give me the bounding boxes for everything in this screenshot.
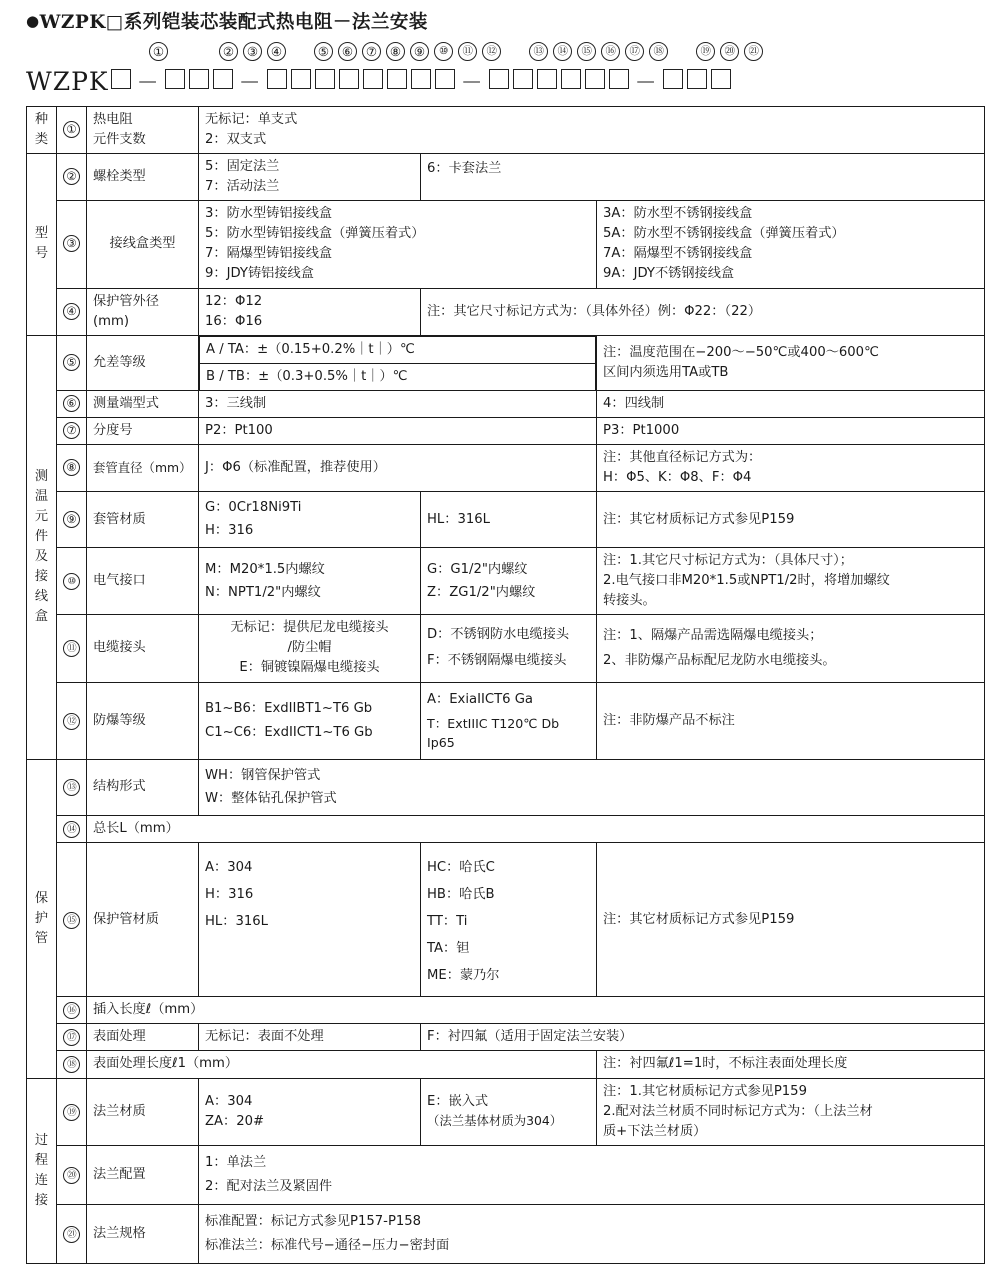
row-value-15-line3: HL：316L bbox=[205, 914, 268, 930]
code-group-2 bbox=[165, 69, 237, 93]
row-num-9-text: ⑨ bbox=[63, 511, 80, 528]
row-note-11-line1: 注：1、隔爆产品需选隔爆电缆接头； bbox=[603, 627, 823, 643]
row-num-18-text: ⑱ bbox=[63, 1056, 80, 1073]
row-value-21-line1: 标准配置：标记方式参见P157-P158 bbox=[205, 1213, 422, 1229]
row-value-19-line2: ZA：20# bbox=[205, 1113, 265, 1129]
row-value-19-right-line1: E：嵌入式 bbox=[427, 1094, 489, 1110]
row-value-3-line4: 9：JDY铸铝接线盒 bbox=[205, 266, 314, 282]
row-value-11-col1 bbox=[199, 615, 421, 682]
code-index-16: ⑯ bbox=[601, 42, 620, 61]
code-box-12 bbox=[435, 69, 455, 89]
row-value-12-right-line2: T：ExtIIIC T120℃ Db Ip65 bbox=[427, 715, 560, 750]
table-row-8 bbox=[27, 444, 985, 491]
bullet-icon: ● bbox=[26, 12, 40, 30]
row-note-15: 注：其它材质标记方式参见P159 bbox=[597, 843, 985, 997]
row-value-13-line1: WH：钢管保护管式 bbox=[205, 767, 321, 783]
row-value-3-col2 bbox=[597, 201, 985, 288]
row-value-9-line2: H：316 bbox=[205, 523, 254, 539]
row-value-8: J：Φ6（标准配置，推荐使用） bbox=[199, 444, 597, 491]
code-box-7 bbox=[315, 69, 335, 89]
group-label-sensor-box bbox=[27, 335, 57, 759]
row-value-3-line1: 3：防水型铸铝接线盒 bbox=[205, 206, 333, 222]
table-row-5 bbox=[27, 335, 985, 390]
row-num-11 bbox=[57, 615, 87, 682]
row-value-10-line2: N：NPT1/2"内螺纹 bbox=[205, 584, 321, 600]
code-index-20: ⑳ bbox=[720, 42, 739, 61]
row-name-18: 表面处理长度ℓ1（mm） bbox=[87, 1051, 597, 1078]
row-num-13 bbox=[57, 759, 87, 815]
row-num-16 bbox=[57, 997, 87, 1024]
row-name-4-line1: 保护管外径 bbox=[93, 293, 159, 309]
code-box-2 bbox=[165, 69, 185, 89]
row-num-4 bbox=[57, 288, 87, 335]
row-num-4-text: ④ bbox=[63, 303, 80, 320]
row-note-10 bbox=[597, 548, 985, 615]
row-num-11-text: ⑪ bbox=[63, 640, 80, 657]
row-value-3-right-line4: 9A：JDY不锈钢接线盒 bbox=[603, 266, 735, 282]
table-row-16 bbox=[27, 997, 985, 1024]
row-value-2-line2: 7：活动法兰 bbox=[205, 179, 280, 195]
code-box-11 bbox=[411, 69, 431, 89]
row-value-3-right-line3: 7A：隔爆型不锈钢接线盒 bbox=[603, 246, 753, 262]
row-value-11-col2 bbox=[421, 615, 597, 682]
row-num-18 bbox=[57, 1051, 87, 1078]
row-value-7-col2: P3：Pt1000 bbox=[597, 417, 985, 444]
table-row-12 bbox=[27, 682, 985, 759]
row-num-16-text: ⑯ bbox=[63, 1002, 80, 1019]
row-note-5-line2: 区间内须选用TA或TB bbox=[603, 364, 729, 380]
row-num-20-text: ⑳ bbox=[63, 1167, 80, 1184]
row-value-19-line1: A：304 bbox=[205, 1093, 253, 1109]
row-name-13: 结构形式 bbox=[87, 759, 199, 815]
row-value-12-col2 bbox=[421, 682, 597, 759]
row-note-5-line1: 注：温度范围在−200～−50℃或400～600℃ bbox=[603, 344, 879, 360]
row-value-15-col1 bbox=[199, 843, 421, 997]
code-index-12: ⑫ bbox=[482, 42, 501, 61]
table-row-13 bbox=[27, 759, 985, 815]
code-dash-4: － bbox=[634, 70, 657, 96]
code-box-17 bbox=[585, 69, 605, 89]
group-label-protect-tube bbox=[27, 759, 57, 1078]
row-value-15-right-line2: HB：哈氏B bbox=[427, 887, 495, 903]
row-note-8-line1: 注：其他直径标记方式为： bbox=[603, 449, 762, 465]
row-value-15-right-line3: TT：Ti bbox=[427, 914, 468, 930]
row-name-15: 保护管材质 bbox=[87, 843, 199, 997]
row-note-10-line3: 转接头。 bbox=[603, 593, 656, 609]
row-value-3-line2: 5：防水型铸铝接线盒（弹簧压着式） bbox=[205, 226, 425, 242]
group-label-process-conn-text: 过程连接 bbox=[34, 1132, 49, 1208]
row-note-8-line2: H：Φ5、K：Φ8、F：Φ4 bbox=[603, 469, 752, 485]
row-value-15-right-line1: HC：哈氏C bbox=[427, 860, 495, 876]
table-row-15 bbox=[27, 843, 985, 997]
row-name-14: 总长L（mm） bbox=[87, 815, 985, 842]
row-name-20: 法兰配置 bbox=[87, 1145, 199, 1204]
row-num-14 bbox=[57, 815, 87, 842]
row-value-11-line2: /防尘帽 bbox=[287, 640, 332, 656]
row-num-12 bbox=[57, 682, 87, 759]
row-value-1 bbox=[199, 107, 985, 154]
row-value-9-col1 bbox=[199, 492, 421, 548]
row-value-10-right-line2: Z：ZG1/2"内螺纹 bbox=[427, 584, 536, 600]
code-prefix: WZPK bbox=[26, 66, 109, 96]
row-num-20 bbox=[57, 1145, 87, 1204]
row-note-8 bbox=[597, 444, 985, 491]
row-name-3: 接线盒类型 bbox=[87, 201, 199, 288]
row-name-19: 法兰材质 bbox=[87, 1078, 199, 1145]
row-value-5-sub bbox=[199, 336, 596, 390]
row-value-12-line2: C1~C6：ExdIICT1~T6 Gb bbox=[205, 724, 373, 740]
row-value-21 bbox=[199, 1204, 985, 1263]
row-value-12-right-line1: A：ExiaIICT6 Ga bbox=[427, 691, 534, 707]
row-num-17 bbox=[57, 1024, 87, 1051]
row-name-4-line2: (mm) bbox=[93, 313, 129, 329]
specification-table bbox=[26, 106, 985, 1264]
row-num-19-text: ⑲ bbox=[63, 1104, 80, 1121]
row-note-12: 注：非防爆产品不标注 bbox=[597, 682, 985, 759]
row-num-17-text: ⑰ bbox=[63, 1029, 80, 1046]
row-value-19-col1 bbox=[199, 1078, 421, 1145]
row-name-1 bbox=[87, 107, 199, 154]
row-num-21-text: ㉑ bbox=[63, 1226, 80, 1243]
code-box-18 bbox=[609, 69, 629, 89]
code-box-1 bbox=[111, 69, 131, 89]
row-value-21-line2: 标准法兰：标准代号−通径−压力−密封面 bbox=[205, 1237, 450, 1253]
row-num-1 bbox=[57, 107, 87, 154]
table-row-10 bbox=[27, 548, 985, 615]
row-num-2-text: ② bbox=[63, 168, 80, 185]
row-name-2: 螺栓类型 bbox=[87, 154, 199, 201]
row-value-17-col2: F：衬四氟（适用于固定法兰安装） bbox=[421, 1024, 985, 1051]
code-box-3 bbox=[189, 69, 209, 89]
row-num-21 bbox=[57, 1204, 87, 1263]
row-value-11-right-line1: D：不锈钢防水电缆接头 bbox=[427, 627, 570, 643]
row-num-10 bbox=[57, 548, 87, 615]
row-note-19 bbox=[597, 1078, 985, 1145]
code-index-13: ⑬ bbox=[529, 42, 548, 61]
row-note-9: 注：其它材质标记方式参见P159 bbox=[597, 492, 985, 548]
table-row-4 bbox=[27, 288, 985, 335]
row-num-3-text: ③ bbox=[63, 235, 80, 252]
code-index-21: ㉑ bbox=[744, 42, 763, 61]
group-label-kind bbox=[27, 107, 57, 154]
row-value-7-col1: P2：Pt100 bbox=[199, 417, 597, 444]
row-name-10: 电气接口 bbox=[87, 548, 199, 615]
row-value-17-col1: 无标记：表面不处理 bbox=[199, 1024, 421, 1051]
row-num-3 bbox=[57, 201, 87, 288]
table-row-19 bbox=[27, 1078, 985, 1145]
row-num-2 bbox=[57, 154, 87, 201]
row-note-10-line1: 注：1.其它尺寸标记方式为：（具体尺寸）； bbox=[603, 553, 853, 569]
row-value-4-line1: 12：Φ12 bbox=[205, 293, 263, 309]
row-name-9: 套管材质 bbox=[87, 492, 199, 548]
code-index-18: ⑱ bbox=[649, 42, 668, 61]
page-title-text: WZPK□系列铠装芯装配式热电阻－法兰安装 bbox=[39, 12, 428, 33]
group-label-protect-tube-text: 保护管 bbox=[34, 890, 49, 946]
row-num-14-text: ⑭ bbox=[63, 821, 80, 838]
table-row-20 bbox=[27, 1145, 985, 1204]
row-value-5-line2: B / TB：±（0.3+0.5%｜t｜）℃ bbox=[200, 363, 596, 390]
code-box-20 bbox=[687, 69, 707, 89]
row-value-19-col2 bbox=[421, 1078, 597, 1145]
row-num-7-text: ⑦ bbox=[63, 422, 80, 439]
row-num-1-text: ① bbox=[63, 121, 80, 138]
group-label-process-conn bbox=[27, 1078, 57, 1263]
code-box-14 bbox=[513, 69, 533, 89]
table-row-7 bbox=[27, 417, 985, 444]
row-num-15 bbox=[57, 843, 87, 997]
row-value-10-col2 bbox=[421, 548, 597, 615]
table-row-11 bbox=[27, 615, 985, 682]
row-name-21: 法兰规格 bbox=[87, 1204, 199, 1263]
code-group-5 bbox=[663, 69, 735, 93]
row-value-5 bbox=[199, 335, 597, 390]
row-value-15-col2 bbox=[421, 843, 597, 997]
code-index-17: ⑰ bbox=[625, 42, 644, 61]
code-dash-2: － bbox=[238, 70, 261, 96]
row-name-1-line2: 元件支数 bbox=[93, 132, 146, 148]
table-row-3 bbox=[27, 201, 985, 288]
code-index-8: ⑧ bbox=[386, 42, 405, 61]
row-note-11 bbox=[597, 615, 985, 682]
code-group-1 bbox=[111, 69, 135, 93]
code-index-10: ⑩ bbox=[434, 42, 453, 61]
row-value-10-line1: M：M20*1.5内螺纹 bbox=[205, 561, 325, 577]
row-num-10-text: ⑩ bbox=[63, 573, 80, 590]
row-num-5 bbox=[57, 335, 87, 390]
row-value-3-col1 bbox=[199, 201, 597, 288]
row-value-1-line1: 无标记：单支式 bbox=[205, 112, 298, 127]
code-box-16 bbox=[561, 69, 581, 89]
row-value-11-right-line2: F：不锈钢隔爆电缆接头 bbox=[427, 653, 567, 669]
code-index-3: ③ bbox=[243, 42, 262, 61]
row-note-19-line2: 2.配对法兰材质不同时标记方式为：（上法兰材 bbox=[603, 1103, 873, 1119]
group-label-sensor-box-text: 测温元件及接线盒 bbox=[34, 468, 49, 625]
row-value-2-col1 bbox=[199, 154, 421, 201]
row-value-4-line2: 16：Φ16 bbox=[205, 313, 263, 329]
table-row-17 bbox=[27, 1024, 985, 1051]
row-num-6-text: ⑥ bbox=[63, 395, 80, 412]
row-num-19 bbox=[57, 1078, 87, 1145]
code-box-13 bbox=[489, 69, 509, 89]
table-row-21 bbox=[27, 1204, 985, 1263]
code-index-9: ⑨ bbox=[410, 42, 429, 61]
row-value-10-col1 bbox=[199, 548, 421, 615]
row-num-15-text: ⑮ bbox=[63, 912, 80, 929]
row-note-5 bbox=[597, 335, 985, 390]
row-value-2-col2: 6：卡套法兰 bbox=[421, 154, 985, 201]
row-value-13 bbox=[199, 759, 985, 815]
code-box-9 bbox=[363, 69, 383, 89]
row-value-1-line2: 2：双支式 bbox=[205, 132, 267, 148]
row-value-20-line1: 1：单法兰 bbox=[205, 1154, 267, 1170]
row-name-17: 表面处理 bbox=[87, 1024, 199, 1051]
table-row-9 bbox=[27, 492, 985, 548]
row-value-2-line1: 5：固定法兰 bbox=[205, 159, 280, 175]
table-row-18 bbox=[27, 1051, 985, 1078]
code-box-5 bbox=[267, 69, 287, 89]
group-label-kind-text: 种类 bbox=[34, 112, 49, 148]
model-code-diagram bbox=[26, 42, 1000, 100]
code-index-15: ⑮ bbox=[577, 42, 596, 61]
row-name-11: 电缆接头 bbox=[87, 615, 199, 682]
row-note-4: 注：其它尺寸标记方式为：（具体外径）例：Φ22：（22） bbox=[421, 288, 985, 335]
row-value-20 bbox=[199, 1145, 985, 1204]
code-boxes-row bbox=[26, 64, 735, 98]
row-note-10-line2: 2.电气接口非M20*1.5或NPT1/2时，将增加螺纹 bbox=[603, 573, 890, 589]
row-name-12: 防爆等级 bbox=[87, 682, 199, 759]
row-name-7: 分度号 bbox=[87, 417, 199, 444]
table-row-2 bbox=[27, 154, 985, 201]
code-group-3 bbox=[267, 69, 459, 93]
code-index-7: ⑦ bbox=[362, 42, 381, 61]
row-num-8-text: ⑧ bbox=[63, 459, 80, 476]
row-value-12-col1 bbox=[199, 682, 421, 759]
row-value-9-col2: HL：316L bbox=[421, 492, 597, 548]
code-box-4 bbox=[213, 69, 233, 89]
row-name-5: 允差等级 bbox=[87, 335, 199, 390]
row-value-5-line1: A / TA：±（0.15+0.2%｜t｜）℃ bbox=[200, 336, 596, 363]
code-index-14: ⑭ bbox=[553, 42, 572, 61]
row-value-15-right-line5: ME：蒙乃尔 bbox=[427, 968, 500, 984]
code-index-4: ④ bbox=[267, 42, 286, 61]
row-name-16: 插入长度ℓ（mm） bbox=[87, 997, 985, 1024]
row-value-10-right-line1: G：G1/2"内螺纹 bbox=[427, 561, 528, 577]
row-value-3-right-line2: 5A：防水型不锈钢接线盒（弹簧压着式） bbox=[603, 226, 845, 242]
row-num-8 bbox=[57, 444, 87, 491]
table-row-1 bbox=[27, 107, 985, 154]
group-label-model bbox=[27, 154, 57, 336]
row-value-3-right-line1: 3A：防水型不锈钢接线盒 bbox=[603, 206, 753, 222]
code-index-2: ② bbox=[219, 42, 238, 61]
row-num-9 bbox=[57, 492, 87, 548]
code-index-11: ⑪ bbox=[458, 42, 477, 61]
table-row-6 bbox=[27, 390, 985, 417]
code-index-6: ⑥ bbox=[338, 42, 357, 61]
row-name-6: 测量端型式 bbox=[87, 390, 199, 417]
code-box-8 bbox=[339, 69, 359, 89]
code-box-6 bbox=[291, 69, 311, 89]
code-box-21 bbox=[711, 69, 731, 89]
row-name-4 bbox=[87, 288, 199, 335]
code-index-19: ⑲ bbox=[696, 42, 715, 61]
row-num-7 bbox=[57, 417, 87, 444]
row-name-1-line1: 热电阻 bbox=[93, 112, 133, 127]
row-value-13-line2: W：整体钻孔保护管式 bbox=[205, 790, 337, 806]
group-label-model-text: 型号 bbox=[34, 226, 49, 262]
row-value-20-line2: 2：配对法兰及紧固件 bbox=[205, 1178, 333, 1194]
code-box-19 bbox=[663, 69, 683, 89]
code-box-10 bbox=[387, 69, 407, 89]
code-group-4 bbox=[489, 69, 633, 93]
row-num-5-text: ⑤ bbox=[63, 354, 80, 371]
row-value-6-col1: 3：三线制 bbox=[199, 390, 597, 417]
row-value-15-line2: H：316 bbox=[205, 887, 254, 903]
row-value-15-line1: A：304 bbox=[205, 860, 253, 876]
row-value-6-col2: 4：四线制 bbox=[597, 390, 985, 417]
row-note-19-line1: 注：1.其它材质标记方式参见P159 bbox=[603, 1083, 807, 1099]
code-index-5: ⑤ bbox=[314, 42, 333, 61]
code-index-1: ① bbox=[149, 42, 168, 61]
page-title bbox=[0, 0, 1000, 34]
row-value-12-line1: B1~B6：ExdIIBT1~T6 Gb bbox=[205, 700, 373, 716]
row-name-8: 套管直径（mm） bbox=[87, 444, 199, 491]
code-dash-3: － bbox=[460, 70, 483, 96]
code-dash-1: － bbox=[136, 70, 159, 96]
row-value-19-right-line2: （法兰基体材质为304） bbox=[427, 1113, 563, 1129]
row-num-6 bbox=[57, 390, 87, 417]
row-value-15-right-line4: TA：钽 bbox=[427, 941, 470, 957]
row-value-3-line3: 7：隔爆型铸铝接线盒 bbox=[205, 246, 333, 262]
row-note-19-line3: 质+下法兰材质） bbox=[603, 1123, 707, 1139]
row-value-11-line1: 无标记：提供尼龙电缆接头 bbox=[230, 620, 389, 636]
row-value-9-line1: G：0Cr18Ni9Ti bbox=[205, 500, 302, 515]
table-row-14 bbox=[27, 815, 985, 842]
row-value-4 bbox=[199, 288, 421, 335]
row-value-11-line3: E：铜镀镍隔爆电缆接头 bbox=[239, 660, 380, 676]
code-box-15 bbox=[537, 69, 557, 89]
row-num-12-text: ⑫ bbox=[63, 713, 80, 730]
row-note-18: 注：衬四氟ℓ1=1时，不标注表面处理长度 bbox=[597, 1051, 985, 1078]
row-note-11-line2: 2、非防爆产品标配尼龙防水电缆接头。 bbox=[603, 652, 836, 668]
row-num-13-text: ⑬ bbox=[63, 779, 80, 796]
